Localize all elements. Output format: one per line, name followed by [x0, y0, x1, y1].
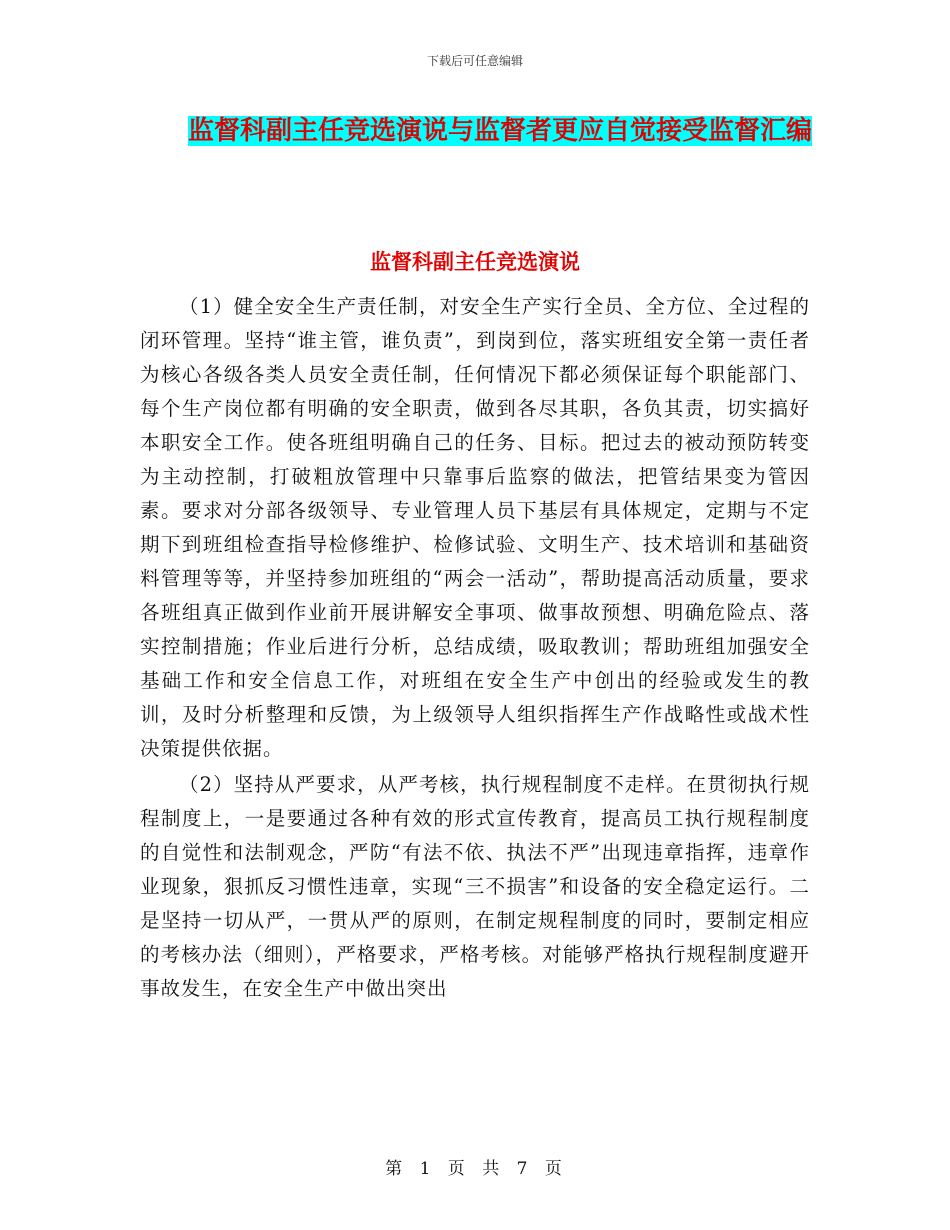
document-body: [140, 290, 810, 1008]
document-title: [140, 108, 860, 155]
section-title: 监督科副主任竞选演说: [370, 250, 580, 274]
paragraph: （2）坚持从严要求，从严考核，执行规程制度不走样。在贯彻执行规程制度上，一是要通过各种有效的形式宣传教育，提高员工执行规程制度的自觉性和法制观念，严防“有法不依、执法不严”出现违章指挥，违章作业现象，狠抓反习惯性违章，实现“三不损害”和设备的安全稳定运行。二是坚持一切从严，一贯从严的原则，在制定规程制度的同时，要制定相应的考核办法（细则），严格要求，严格考核。对能够严格执行规程制度避开事故发生，在安全生产中做出突出: [140, 773, 810, 1000]
header-note: 下载后可任意编辑: [426, 54, 523, 68]
document-title-text: 监督科副主任竞选演说与监督者更应自觉接受监督汇编: [187, 116, 812, 146]
paragraph: （1）健全安全生产责任制，对安全生产实行全员、全方位、全过程的闭环管理。坚持“谁主管，谁负责”，到岗到位，落实班组安全第一责任者为核心各级各类人员安全责任制，任何情况下都必须保证每个职能部门、每个生产岗位都有明确的安全职责，做到各尽其职，各负其责，切实搞好本职安全工作。使各班组明确自己的任务、目标。把过去的被动预防转变为主动控制，打破粗放管理中只靠事后监察的做法，把管结果变为管因素。要求对分部各级领导、专业管理人员下基层有具体规定，定期与不定期下到班组检查指导检修维护、检修试验、文明生产、技术培训和基础资料管理等等，并坚持参加班组的“两会一活动”，帮助提高活动质量，要求各班组真正做到作业前开展讲解安全事项、做事故预想、明确危险点、落实控制措施；作业后进行分析，总结成绩，吸取教训；帮助班组加强安全基础工作和安全信息工作，对班组在安全生产中创出的经验或发生的教训，及时分析整理和反馈，为上级领导人组织指挥生产作战略性或战术性决策提供依据。: [140, 295, 810, 760]
page-number: 第 1 页 共 7 页: [385, 1159, 565, 1179]
